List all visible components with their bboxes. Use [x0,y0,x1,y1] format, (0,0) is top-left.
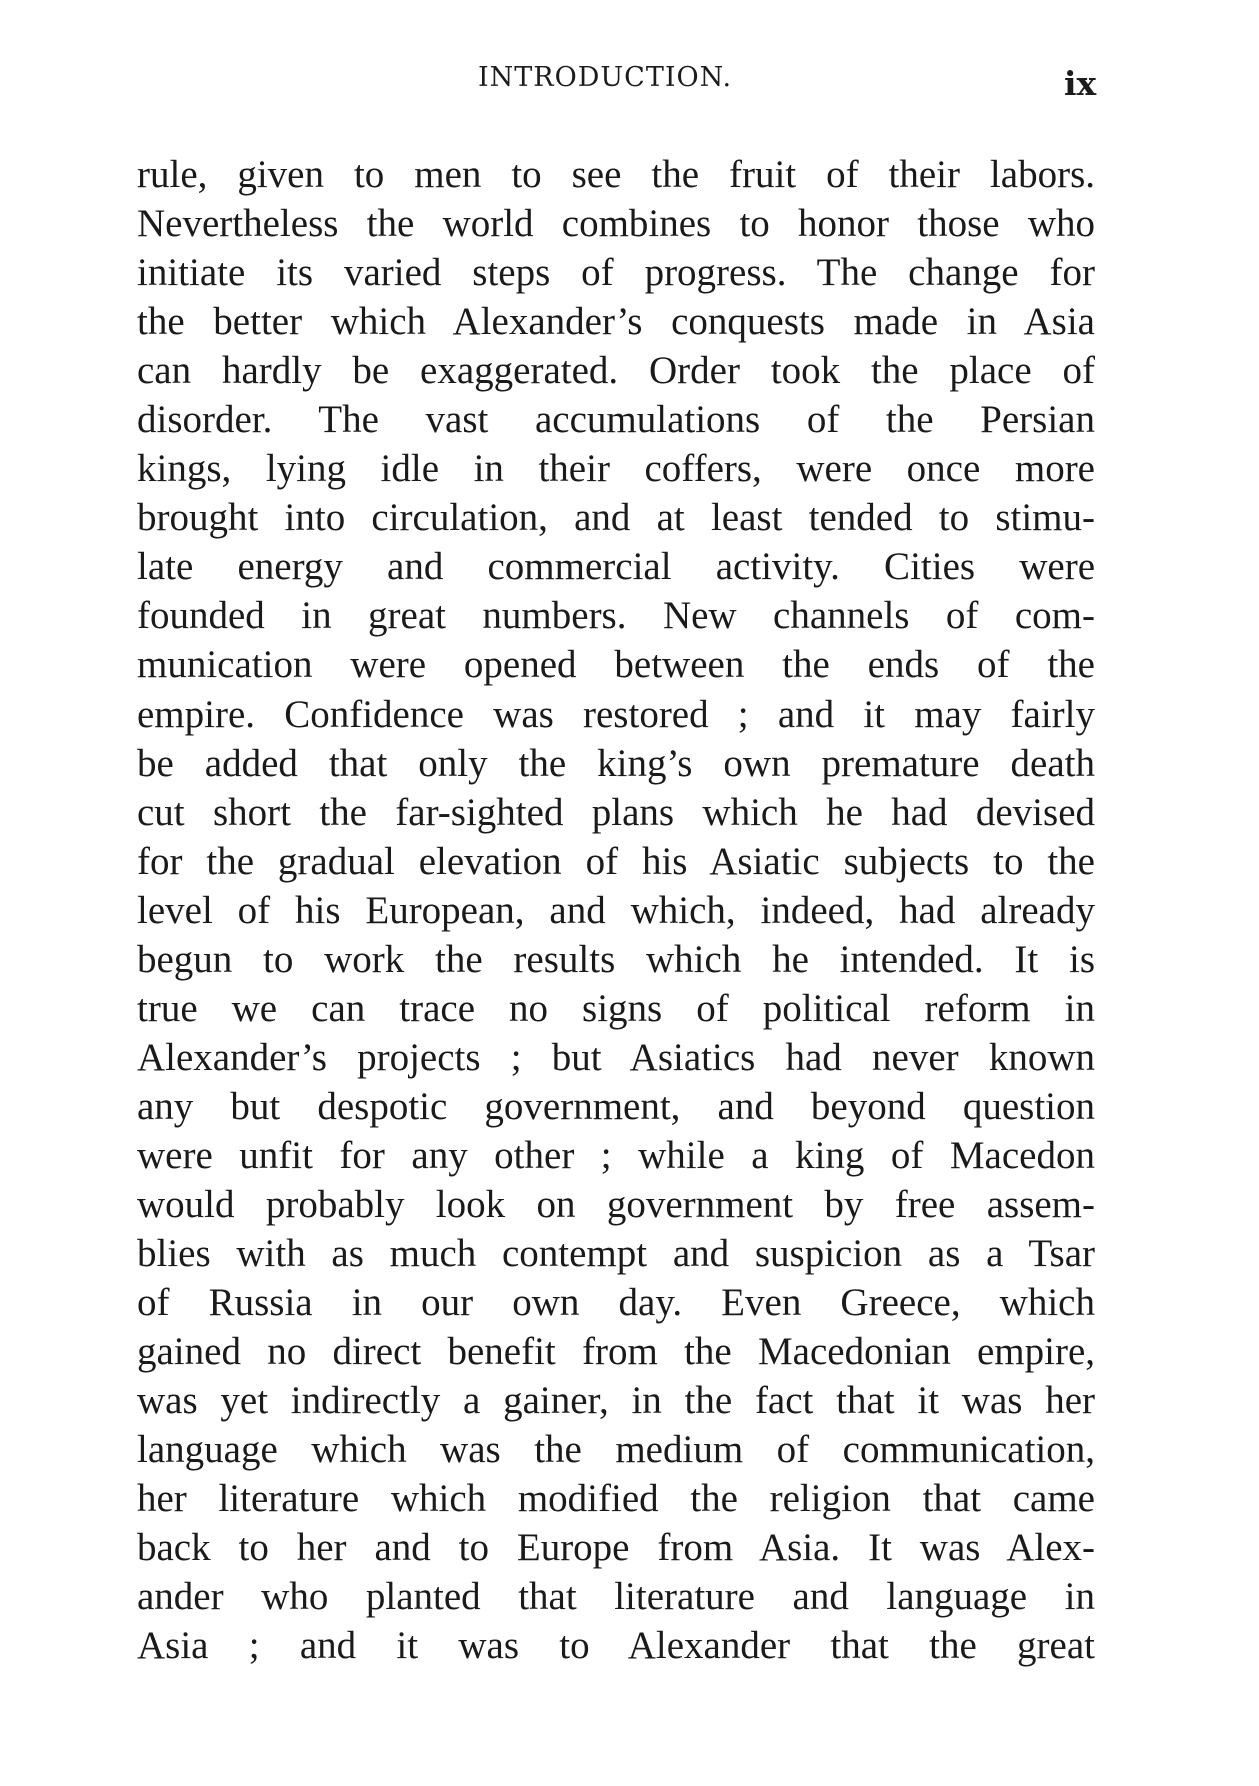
text-line: for the gradual elevation of his Asiatic subjects to the [137,839,1095,883]
running-head: INTRODUCTION. [478,62,733,93]
page-header [0,62,1259,112]
text-line: was yet indirectly a gainer, in the fact that it was her [137,1379,1095,1423]
text-line: would probably look on government by free assem- [137,1182,1095,1226]
body-text [137,150,1095,1670]
text-line: of Russia in our own day. Even Greece, which [137,1281,1095,1325]
text-line: her literature which modified the religion that came [137,1477,1095,1521]
text-line: begun to work the results which he intended. It is [137,937,1095,981]
text-line: founded in great numbers. New channels of com- [137,594,1095,638]
text-line: late energy and commercial activity. Cities were [137,545,1095,589]
text-line: munication were opened between the ends of the [137,643,1095,687]
text-line: rule, given to men to see the fruit of their labors. [137,153,1095,196]
text-line: blies with as much contempt and suspicion as a Tsar [137,1232,1095,1276]
text-line: be added that only the king’s own premature death [137,741,1095,785]
text-line: cut short the far-sighted plans which he had devised [137,790,1095,834]
text-line: any but despotic government, and beyond question [137,1084,1095,1128]
text-line: Asia ; and it was to Alexander that the great [137,1624,1095,1668]
text-line: brought into circulation, and at least tended to stimu- [137,496,1095,540]
text-line: kings, lying idle in their coffers, were once more [137,447,1095,491]
text-line: empire. Confidence was restored ; and it may fairly [137,692,1095,736]
text-line: initiate its varied steps of progress. The change for [137,251,1095,295]
text-line: disorder. The vast accumulations of the Persian [137,398,1095,442]
text-line: level of his European, and which, indeed, had already [137,888,1095,932]
text-line: true we can trace no signs of political reform in [137,986,1095,1030]
text-line: Alexander’s projects ; but Asiatics had never known [137,1035,1095,1079]
text-line: the better which Alexander’s conquests made in Asia [137,300,1095,344]
text-line: language which was the medium of communication, [137,1428,1095,1472]
text-line: can hardly be exaggerated. Order took the place of [137,349,1095,393]
text-line: gained no direct benefit from the Macedonian empire, [137,1330,1095,1374]
page-number: ix [1064,64,1097,103]
text-line: Nevertheless the world combines to honor those who [137,202,1095,246]
text-line: back to her and to Europe from Asia. It was Alex- [137,1526,1095,1570]
text-line: were unfit for any other ; while a king of Macedon [137,1133,1095,1177]
text-line: ander who planted that literature and language in [137,1575,1095,1619]
